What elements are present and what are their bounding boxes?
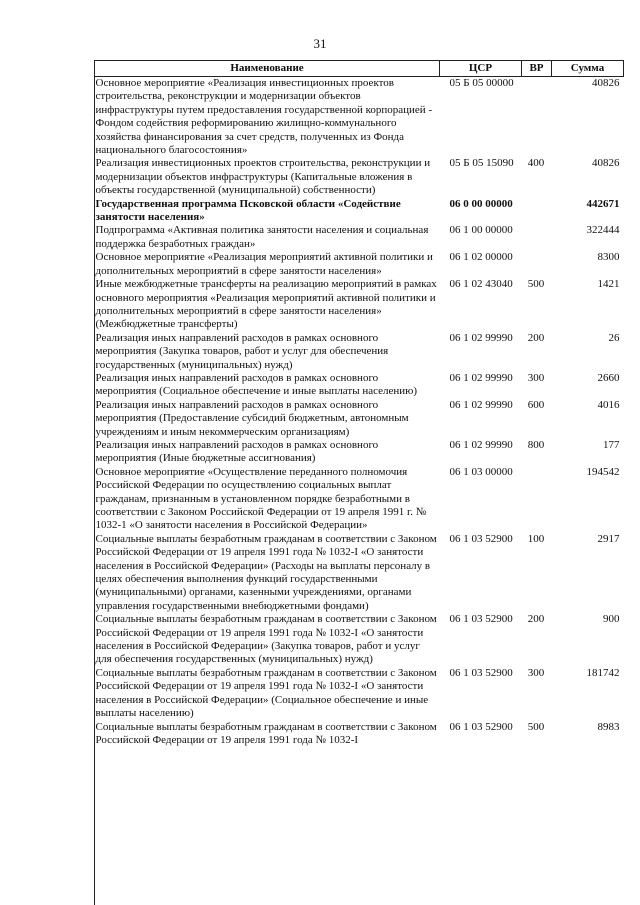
row-csr-cell: 06 1 02 99990 [449,371,513,384]
row-csr-cell: 06 1 03 00000 [449,465,513,478]
table-row [95,466,624,533]
row-vr-cell: 600 [527,398,545,411]
row-name-cell: Реализация иных направлений расходов в рамках основного мероприятия (Иные бюджетные ассигнования) [95,438,379,465]
row-name-cell: Социальные выплаты безработным гражданам в соответствии с Законом Российской Федерации от 19 апреля 1991 года № 1032-I «О занятости населения в Российской Федерации» (Социальное обеспечение и иные выплаты населению) [95,666,437,720]
table-row [95,667,624,721]
row-csr-cell: 06 1 00 00000 [449,224,513,237]
table-row [95,77,624,158]
row-sum-cell: 2917 [597,532,620,545]
row-sum-cell: 40826 [592,77,620,89]
row-sum-cell: 177 [603,438,620,451]
row-name-cell: Реализация иных направлений расходов в рамках основного мероприятия (Закупка товаров, работ и услуг для обеспечения государственных (муниципальных) нужд) [95,331,389,371]
row-sum-cell: 322444 [586,224,620,237]
row-vr-cell: 200 [527,613,545,626]
row-sum-cell: 8983 [597,720,620,733]
row-vr-cell [522,224,552,251]
row-sum-cell: 1421 [597,278,620,291]
row-csr-cell: 05 Б 05 15090 [449,157,514,170]
header-csr: ЦСР [440,61,522,77]
table-row [95,439,624,466]
table-row [95,224,624,251]
table-row [95,533,624,613]
row-sum-cell: 2660 [597,371,620,384]
row-name-cell: Реализация инвестиционных проектов строительства, реконструкции и модернизации объектов инфраструктуры (Капитальные вложения в объекты государственной (муниципальной) собственности) [95,157,431,197]
row-sum-cell: 181742 [586,666,620,679]
row-vr-cell [522,466,552,533]
row-vr-cell: 300 [527,666,545,679]
row-csr-cell: 06 0 00 00000 [449,197,513,210]
row-csr-cell: 06 1 03 52900 [449,666,513,679]
table-row [95,332,624,372]
table-row [95,278,624,332]
row-vr-cell: 100 [527,532,545,545]
row-csr-cell: 06 1 02 99990 [449,438,513,451]
table-row [95,613,624,667]
table-header-row [95,61,624,77]
row-vr-cell [522,77,552,158]
row-name-cell: Социальные выплаты безработным гражданам в соответствии с Законом Российской Федерации от 19 апреля 1991 года № 1032-I [95,720,437,746]
header-sum: Сумма [552,61,624,77]
row-name-cell: Основное мероприятие «Реализация мероприятий активной политики и дополнительных мероприятий в сфере занятости населения» [95,251,433,277]
row-name-cell: Государственная программа Псковской области «Содействие занятости населения» [95,197,401,224]
row-vr-cell [522,198,552,225]
row-vr-cell [522,251,552,278]
row-vr-cell: 400 [527,157,545,170]
row-name-cell: Основное мероприятие «Реализация инвестиционных проектов строительства, реконструкции и модернизации объектов инфраструктуры путем предоставления государственной корпорацией - Фондом содействия реформированию жилищно-коммунального хозяйства финансирования за счет средств, полученных из Фонда национального благосостояния» [95,77,433,157]
row-sum-cell: 4016 [597,398,620,411]
row-name-cell: Основное мероприятие «Осуществление переданного полномочия Российской Федерации по осуществлению социальных выплат гражданам, признанным в установленном порядке безработными в соответствии с Законом Российской Федерации от 19 апреля 1991 г. № 1032-1 «О занятости населения в Российской Федерации» [95,465,427,532]
row-csr-cell: 06 1 03 52900 [449,613,513,626]
row-sum-cell: 40826 [592,157,620,170]
row-csr-cell: 06 1 02 43040 [449,278,513,291]
row-sum-cell: 26 [608,331,620,344]
row-name-cell: Иные межбюджетные трансферты на реализацию мероприятий в рамках основного мероприятия «Реализация мероприятий активной политики и дополнительных мероприятий в сфере занятости населения» (Межбюджетные трансферты) [95,278,437,331]
row-sum-cell: 8300 [597,251,620,264]
row-csr-cell: 06 1 02 99990 [449,331,513,344]
table-row [95,399,624,439]
row-vr-cell: 200 [527,331,545,344]
row-vr-cell: 800 [527,438,545,451]
row-name-cell: Реализация иных направлений расходов в рамках основного мероприятия (Предоставление субсидий бюджетным, автономным учреждениям и иным некоммерческим организациям) [95,398,409,438]
row-csr-cell: 06 1 02 99990 [449,398,513,411]
header-name: Наименование [95,61,440,77]
table-row [95,372,624,399]
table-row [95,721,624,748]
row-sum-cell: 442671 [586,197,620,210]
row-vr-cell: 300 [527,371,545,384]
row-vr-cell: 500 [527,278,545,291]
table-row [95,157,624,197]
row-csr-cell: 05 Б 05 00000 [449,77,514,89]
row-name-cell: Подпрограмма «Активная политика занятости населения и социальная поддержка безработных граждан» [95,224,429,250]
table-body [95,77,624,748]
row-sum-cell: 194542 [586,465,620,478]
budget-table [94,60,624,747]
row-vr-cell: 500 [527,720,545,733]
table-row [95,198,624,225]
row-name-cell: Социальные выплаты безработным гражданам в соответствии с Законом Российской Федерации от 19 апреля 1991 года № 1032-I «О занятости населения в Российской Федерации» (Расходы на выплаты персоналу в целях обеспечения выполнения функций государственными (муниципальными) органами, казенными учреждениями, органами управления государственными внебюджетными фондами) [95,532,437,612]
row-csr-cell: 06 1 02 00000 [449,251,513,264]
header-vr: ВР [522,61,552,77]
row-csr-cell: 06 1 03 52900 [449,532,513,545]
page-number: 31 [313,36,327,51]
row-name-cell: Реализация иных направлений расходов в рамках основного мероприятия (Социальное обеспечение и иные выплаты населению) [95,371,418,398]
row-csr-cell: 06 1 03 52900 [449,720,513,733]
table-row [95,251,624,278]
row-name-cell: Социальные выплаты безработным гражданам в соответствии с Законом Российской Федерации от 19 апреля 1991 года № 1032-I «О занятости населения в Российской Федерации» (Закупка товаров, работ и услуг для обеспечения государственных (муниципальных) нужд) [95,613,437,666]
row-sum-cell: 900 [603,613,620,626]
